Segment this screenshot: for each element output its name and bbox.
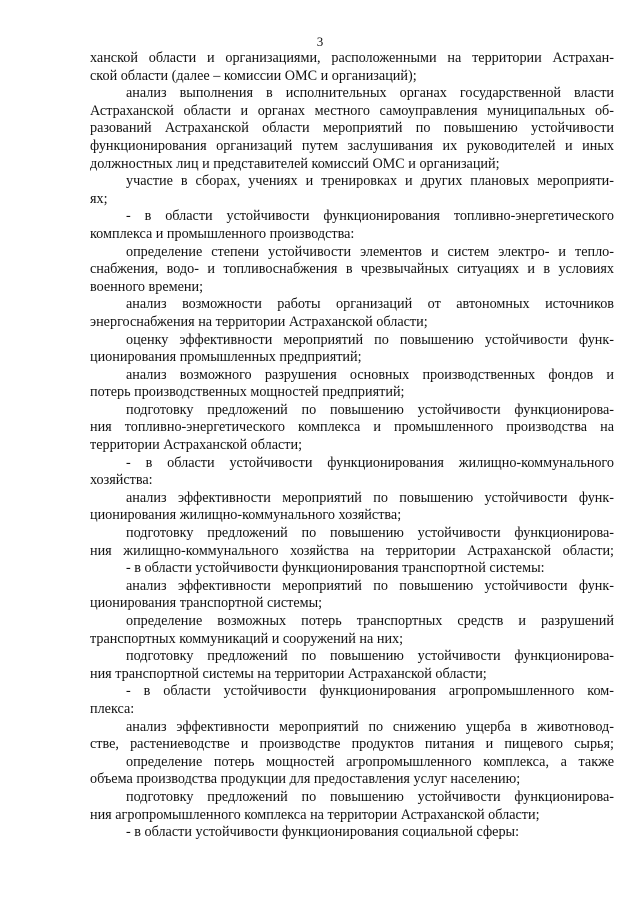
text-line: - в области устойчивости функционирования топливно-энергетического [126,208,614,225]
text-line: определение степени устойчивости элементов и систем электро- и тепло- [126,243,614,260]
text-line: анализ выполнения в исполнительных органах государственной власти [126,85,614,102]
text-line: функционирования организаций путем заслушивания их руководителей и иных [90,137,614,154]
text-line: объема производства продукции для предоставления услуг населению; [90,771,521,788]
text-line: анализ возможного разрушения основных производственных фондов и [126,366,614,383]
text-line: - в области устойчивости функционирования жилищно-коммунального [126,454,614,471]
body-text [90,50,614,842]
text-line: территории Астраханской области; [90,437,303,454]
text-line: Астраханской области и органах местного самоуправления муниципальных об- [90,102,614,119]
text-line: плекса: [90,700,135,717]
text-line: подготовку предложений по повышению устойчивости функционирова- [126,788,614,805]
text-line: подготовку предложений по повышению устойчивости функционирова- [126,401,614,418]
text-line: определение потерь мощностей агропромышленного комплекса, а также [126,753,614,770]
text-line: ния жилищно-коммунального хозяйства на территории Астраханской области; [90,542,614,559]
text-line: снабжения, водо- и топливоснабжения в чрезвычайных ситуациях и в условиях [90,261,614,278]
text-line: подготовку предложений по повышению устойчивости функционирова- [126,525,614,542]
text-line: определение возможных потерь транспортных средств и разрушений [126,613,614,629]
text-line: военного времени; [90,278,204,295]
text-line: ния агропромышленного комплекса на территории Астраханской области; [90,806,540,823]
text-line: энергоснабжения на территории Астраханской области; [90,313,428,330]
text-line: ционирования жилищно-коммунального хозяйства; [90,507,402,524]
text-line: анализ возможности работы организаций от автономных источников [126,296,614,313]
text-line: ях; [90,190,108,207]
text-line: транспортных коммуникаций и сооружений на них; [90,630,404,647]
text-line: разований Астраханской области мероприятий по повышению устойчивости [90,120,614,137]
text-line: анализ эффективности мероприятий по повышению устойчивости функ- [126,489,614,506]
text-line: анализ эффективности мероприятий по повышению устойчивости функ- [126,577,614,594]
page-number: 3 [316,34,324,49]
text-line: участие в сборах, учениях и тренировках и других плановых мероприяти- [126,173,614,190]
text-line: ния топливно-энергетического комплекса и промышленного производства на [90,419,614,436]
text-line: ской области (далее – комиссии ОМС и организаций); [90,67,417,84]
text-line: стве, растениеводстве и производстве продуктов питания и пищевого сырья; [90,736,614,753]
text-line: ния транспортной системы на территории Астраханской области; [90,665,487,682]
text-line: ционирования промышленных предприятий; [90,349,362,366]
text-line: оценку эффективности мероприятий по повышению устойчивости функ- [126,331,614,348]
text-line: ционирования транспортной системы; [90,595,323,612]
text-line: анализ эффективности мероприятий по снижению ущерба в животновод- [126,718,614,735]
text-line: - в области устойчивости функционирования социальной сферы: [126,824,520,841]
text-line: потерь производственных мощностей предприятий; [90,384,405,401]
text-line: подготовку предложений по повышению устойчивости функционирова- [126,648,614,665]
text-line: - в области устойчивости функционирования транспортной системы: [126,560,545,577]
text-line: хозяйства: [90,472,153,489]
text-line: ханской области и организациями, расположенными на территории Астрахан- [90,50,614,66]
text-line: - в области устойчивости функционирования агропромышленного ком- [126,683,614,700]
text-line: должностных лиц и представителей комиссий ОМС и организаций; [90,155,500,172]
text-line: комплекса и промышленного производства: [90,225,355,242]
